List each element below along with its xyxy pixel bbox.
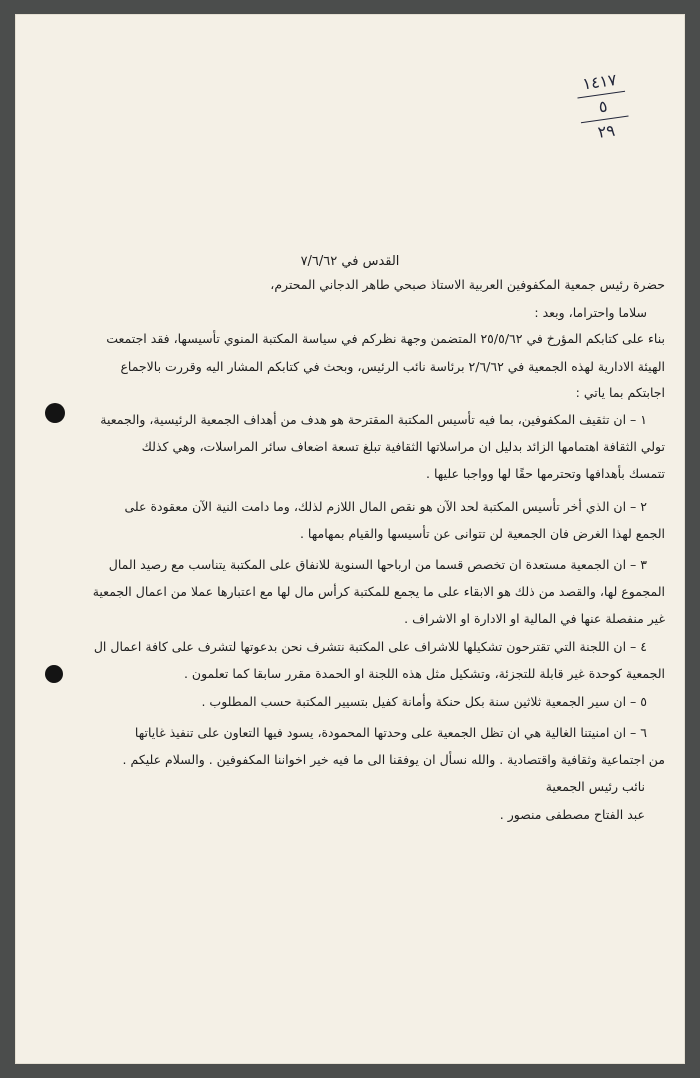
punch-hole-upper <box>45 403 65 423</box>
document-page <box>15 14 685 1064</box>
letter-addressee: حضرة رئيس جمعية المكفوفين العربية الاستاذ صبحي طاهر الدجاني المحترم، <box>270 277 665 292</box>
signature-title: نائب رئيس الجمعية <box>545 779 645 794</box>
letter-intro-line-2: الهيئة الادارية لهذه الجمعية في ٢/٦/٦٢ برئاسة نائب الرئيس، وبحث في كتابكم المشار اليه وقررت بالاجماع <box>120 359 665 374</box>
archive-note-page: ٢٩ <box>596 120 617 142</box>
point-4-line-2: الجمعية كوحدة غير قابلة للتجزئة، وتشكيل مثل هذه اللجنة او الحمدة مقرر سابقا كما تعلمون . <box>183 666 665 681</box>
point-2-line-1: ٢ – ان الذي أخر تأسيس المكتبة لحد الآن هو نقص المال اللازم لذلك، وما دامت النية الآن معقودة على <box>124 499 647 514</box>
point-6-line-1: ٦ – ان امنيتنا الغالية هي ان تظل الجمعية على وحدتها المحمودة، يسود فيها التعاون على تنفيذ غاياتها <box>134 725 647 740</box>
point-6-line-2: من اجتماعية وثقافية واقتصادية . والله نسأل ان يوفقنا الى ما فيه خير اخواننا المكفوفين . والسلام عليكم . <box>122 752 665 767</box>
punch-hole-lower <box>45 665 63 683</box>
point-3-line-1: ٣ – ان الجمعية مستعدة ان تخصص قسما من ارباحها السنوية للانفاق على المكتبة يتناسب مع رصيد المال <box>108 557 647 572</box>
letter-salutation: سلاما واحتراما، وبعد : <box>534 305 647 320</box>
letter-intro-line-3: اجابتكم بما ياتي : <box>575 385 665 400</box>
point-3-line-3: غير منفصلة عنها في المالية او الادارة او الاشراف . <box>404 611 665 626</box>
archive-reference-note <box>564 68 641 147</box>
point-3-line-2: المجموع لها، والقصد من ذلك هو الابقاء على ما يجمع للمكتبة كرأس مال لها مع اعتبارها عملا من اعمال الجمعية <box>92 584 665 599</box>
letter-intro-line-1: بناء على كتابكم المؤرخ في ٢٥/٥/٦٢ المتضمن وجهة نظركم في سياسة المكتبة المنوي تأسيسها، فقد اجتمعت <box>106 331 665 346</box>
point-1-line-2: تولي الثقافة اهتمامها الزائد بدليل ان مراسلاتها الثقافية تبلغ تسعة اضعاف سائر المراسلات، وهي كذلك <box>141 439 665 454</box>
point-2-line-2: الجمع لهذا الغرض فان الجمعية لن تتوانى عن تأسيسها والقيام بمهامها . <box>299 526 665 541</box>
point-1-line-3: تتمسك بأهدافها وتحترمها حقًا لها وواجبا عليها . <box>426 466 665 481</box>
point-4-line-1: ٤ – ان اللجنة التي تقترحون تشكيلها للاشراف على المكتبة نتشرف نحن بدعوتها لتشرف على كافة اعمال ال <box>93 639 647 654</box>
point-5-line-1: ٥ – ان سير الجمعية ثلاثين سنة بكل حنكة وأمانة كفيل بتسيير المكتبة حسب المطلوب . <box>201 694 647 709</box>
letter-dateline: القدس في ٧/٦/٦٢ <box>300 254 400 269</box>
point-1-line-1: ١ – ان تثقيف المكفوفين، بما فيه تأسيس المكتبة المقترحة هو هدف من أهداف الجمعية الرئيسية، والجمعية <box>100 412 647 427</box>
archive-note-number: ١٤١٧ <box>581 69 618 94</box>
archive-note-file: ٥ <box>597 96 609 117</box>
signature-name: عبد الفتاح مصطفى منصور . <box>499 807 645 822</box>
